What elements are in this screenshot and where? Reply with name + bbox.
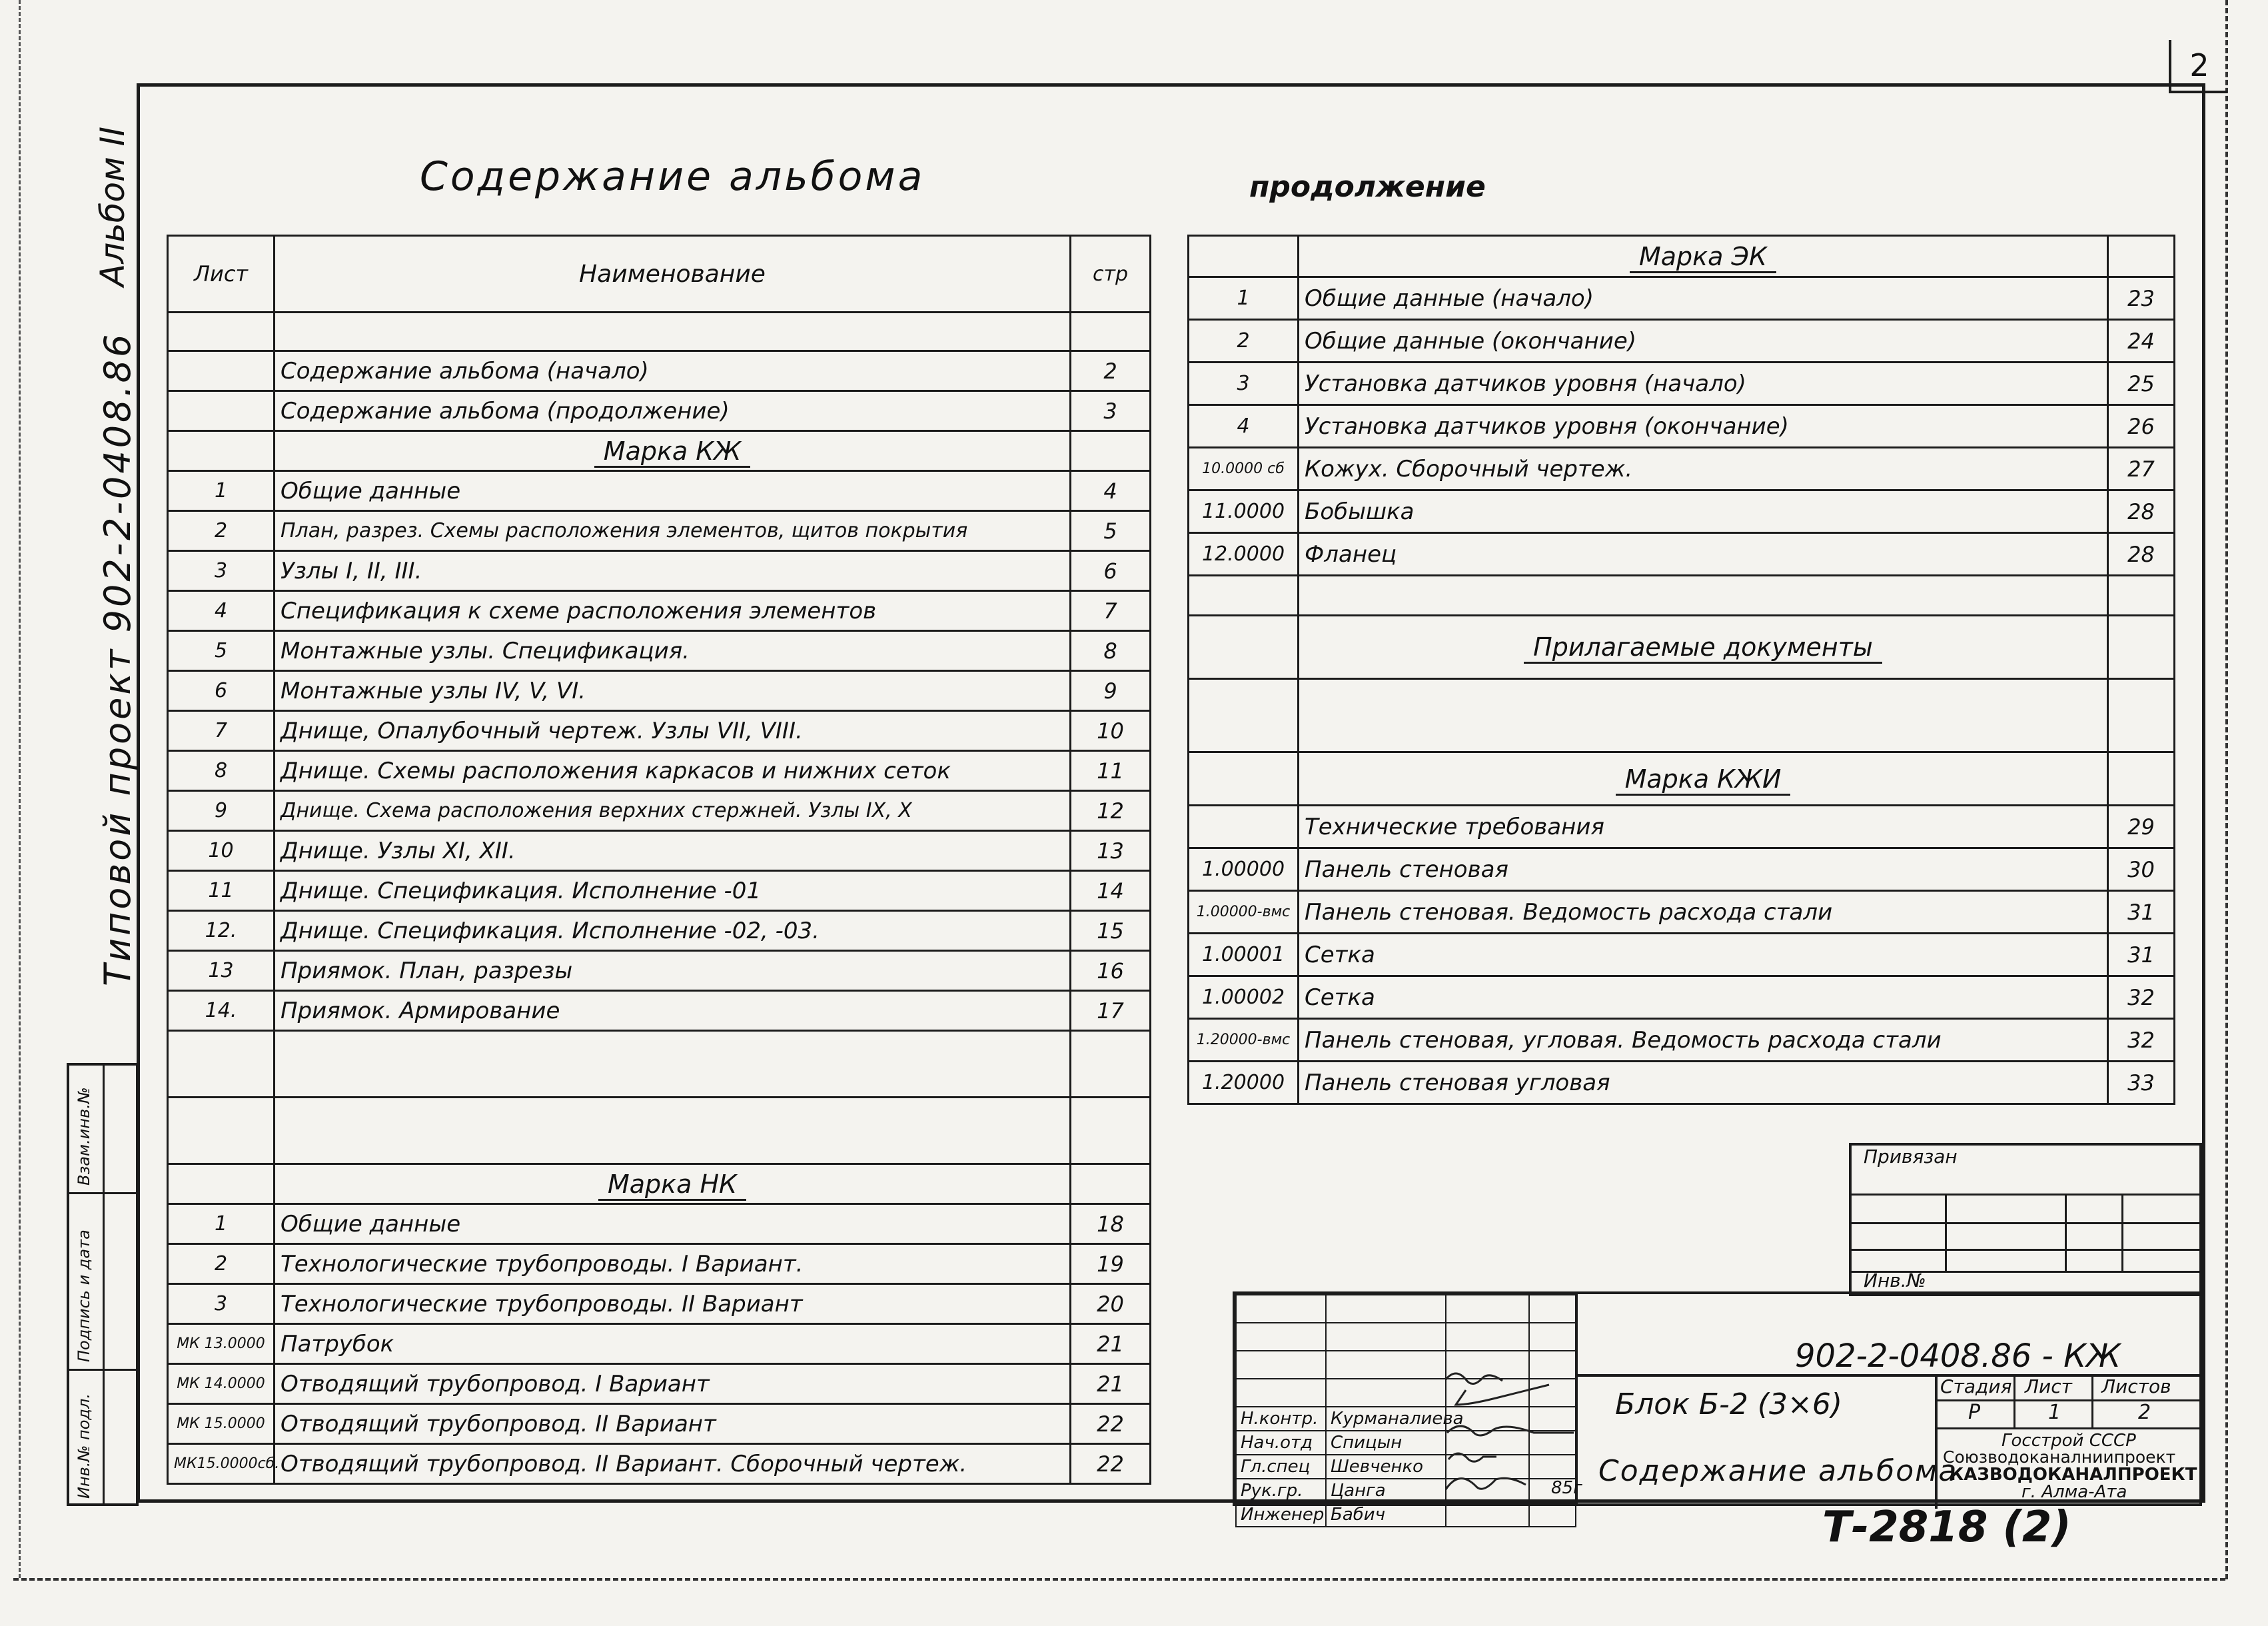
page-number-cell: 28 xyxy=(2108,490,2175,533)
table-row xyxy=(168,1098,1151,1164)
item-name: Содержание альбома (начало) xyxy=(275,351,1071,391)
page-number-cell: 31 xyxy=(2108,891,2175,934)
page-number-cell: 21 xyxy=(1071,1364,1151,1404)
table-row xyxy=(1189,934,2175,976)
blank-cell xyxy=(1236,1323,1326,1351)
blank-cell xyxy=(1299,576,2108,616)
page-number-cell: 9 xyxy=(1071,671,1151,711)
blank-cell xyxy=(168,313,275,351)
blank-cell xyxy=(2108,616,2175,679)
page-number-cell: 16 xyxy=(1071,951,1151,991)
sheet-number: 4 xyxy=(1189,405,1299,448)
blank-cell xyxy=(1189,679,1299,752)
table-row xyxy=(1189,1019,2175,1062)
section-heading-text: Марка ЭК xyxy=(1630,242,1776,273)
title-block xyxy=(1233,1291,2202,1525)
table-row xyxy=(168,351,1151,391)
inv-label: Инв.№ xyxy=(1864,1269,1926,1291)
section-heading xyxy=(275,1164,1071,1204)
sheet-number: 10 xyxy=(168,831,275,871)
blank-cell xyxy=(1326,1379,1446,1407)
table-row xyxy=(1189,616,2175,679)
item-name: Технологические трубопроводы. I Вариант. xyxy=(275,1244,1071,1284)
sheet-number: 3 xyxy=(168,551,275,591)
page-number-cell: 26 xyxy=(2108,405,2175,448)
sheet-number: 2 xyxy=(168,1244,275,1284)
staff-role: Инженер xyxy=(1236,1503,1326,1527)
header-page: стр xyxy=(1071,236,1151,313)
page-number-cell: 29 xyxy=(2108,806,2175,848)
sheet-number: 1.20000 xyxy=(1189,1062,1299,1104)
project-code: 902-2-0408.86 - КЖ xyxy=(1795,1337,2121,1375)
blank-cell xyxy=(1299,679,2108,752)
table-row xyxy=(168,431,1151,471)
page-number: 2 xyxy=(2169,40,2227,93)
table-row xyxy=(1189,405,2175,448)
item-name: Панель стеновая xyxy=(1299,848,2108,891)
blank-cell xyxy=(1189,616,1299,679)
staff-signature xyxy=(1446,1503,1529,1527)
blank-cell xyxy=(1189,752,1299,806)
org-line-1: Госстрой СССР xyxy=(2001,1431,2136,1451)
table-row xyxy=(168,871,1151,911)
blank-cell xyxy=(1189,236,1299,277)
table-row xyxy=(1189,976,2175,1019)
table-row xyxy=(1189,679,2175,752)
page-number-cell: 27 xyxy=(2108,448,2175,490)
blank-cell xyxy=(1071,1164,1151,1204)
table-row xyxy=(1189,576,2175,616)
side-stamp xyxy=(67,1063,139,1506)
contents-title: Содержание альбома xyxy=(420,153,925,200)
table-row xyxy=(1189,533,2175,576)
blank-cell xyxy=(275,1031,1071,1098)
blank-cell xyxy=(1071,1098,1151,1164)
table-row xyxy=(168,1444,1151,1484)
sheet-number xyxy=(168,351,275,391)
table-row xyxy=(1189,490,2175,533)
staff-role: Рук.гр. xyxy=(1236,1479,1326,1503)
blank-cell xyxy=(275,1098,1071,1164)
block-name: Блок Б-2 (3×6) xyxy=(1615,1387,1843,1421)
right-cut-line xyxy=(2225,0,2228,1579)
sheet-number: 5 xyxy=(168,631,275,671)
sheet-number: 12. xyxy=(168,911,275,951)
section-heading-text: Марка НК xyxy=(598,1170,746,1201)
blank-cell xyxy=(1529,1295,1576,1323)
bottom-cut-line xyxy=(13,1578,2225,1581)
section-heading-text: Марка КЖ xyxy=(594,436,750,468)
page-number-cell: 14 xyxy=(1071,871,1151,911)
sheet-number xyxy=(168,391,275,431)
section-heading xyxy=(1299,616,2108,679)
stamp-sign-label: Подпись и дата xyxy=(75,1229,93,1362)
stage-value: Р xyxy=(1968,1401,1981,1424)
table-row xyxy=(168,911,1151,951)
table-row xyxy=(168,511,1151,551)
item-name: Сетка xyxy=(1299,976,2108,1019)
page-number-cell: 30 xyxy=(2108,848,2175,891)
header-sheet: Лист xyxy=(168,236,275,313)
table-row xyxy=(168,591,1151,631)
sheet-number: 11.0000 xyxy=(1189,490,1299,533)
table-header-row xyxy=(168,236,1151,313)
table-row xyxy=(168,551,1151,591)
page-number-cell: 2 xyxy=(1071,351,1151,391)
page-number-cell: 31 xyxy=(2108,934,2175,976)
page-number-cell: 32 xyxy=(2108,976,2175,1019)
item-name: Панель стеновая угловая xyxy=(1299,1062,2108,1104)
table-row xyxy=(168,313,1151,351)
sheet-number: 6 xyxy=(168,671,275,711)
stamp-inv-label: Инв.№ подл. xyxy=(75,1393,93,1499)
sheet-number: 4 xyxy=(168,591,275,631)
item-name: Монтажные узлы IV, V, VI. xyxy=(275,671,1071,711)
table-row xyxy=(168,471,1151,511)
staff-name: Шевченко xyxy=(1326,1455,1446,1479)
page-number-cell: 18 xyxy=(1071,1204,1151,1244)
item-name: Технологические трубопроводы. II Вариант xyxy=(275,1284,1071,1324)
item-name: Монтажные узлы. Спецификация. xyxy=(275,631,1071,671)
blank-cell xyxy=(2108,576,2175,616)
page-number-cell: 15 xyxy=(1071,911,1151,951)
blank-cell xyxy=(1236,1295,1326,1323)
item-name: Приямок. Армирование xyxy=(275,991,1071,1031)
sheet-number: МК 14.0000 xyxy=(168,1364,275,1404)
table-row xyxy=(1189,891,2175,934)
blank-cell xyxy=(2108,752,2175,806)
sheet-number: 3 xyxy=(168,1284,275,1324)
item-name: Бобышка xyxy=(1299,490,2108,533)
blank-cell xyxy=(1189,576,1299,616)
item-name: Кожух. Сборочный чертеж. xyxy=(1299,448,2108,490)
sheet-number: 10.0000 сб xyxy=(1189,448,1299,490)
staff-role: Нач.отд xyxy=(1236,1431,1326,1455)
org-line-2: Союзводоканалниипроект xyxy=(1943,1447,2176,1467)
sheet-number: 1 xyxy=(1189,277,1299,320)
table-row xyxy=(168,631,1151,671)
sheet-number: 1.20000-вмс xyxy=(1189,1019,1299,1062)
page-number-cell: 4 xyxy=(1071,471,1151,511)
sheet-number: 7 xyxy=(168,711,275,751)
table-row xyxy=(1189,806,2175,848)
continuation-title: продолжение xyxy=(1249,170,1486,204)
table-row xyxy=(1189,277,2175,320)
section-heading xyxy=(1299,752,2108,806)
sheet-number: 1.00002 xyxy=(1189,976,1299,1019)
sheet-number: 1 xyxy=(168,471,275,511)
page-number-cell: 12 xyxy=(1071,791,1151,831)
sheet-number: 3 xyxy=(1189,363,1299,405)
album-label: Альбом II xyxy=(93,126,132,287)
item-name: Установка датчиков уровня (начало) xyxy=(1299,363,2108,405)
staff-blank-row xyxy=(1236,1323,1576,1351)
blank-cell xyxy=(1326,1295,1446,1323)
blank-cell xyxy=(1071,313,1151,351)
table-row xyxy=(168,951,1151,991)
blank-cell xyxy=(1446,1323,1529,1351)
table-row xyxy=(168,1244,1151,1284)
page-number-cell: 21 xyxy=(1071,1324,1151,1364)
staff-date-cell xyxy=(1529,1503,1576,1527)
sheet-title: Содержание альбома xyxy=(1598,1454,1958,1488)
contents-table-right xyxy=(1187,235,2175,1105)
sheet-number: 12.0000 xyxy=(1189,533,1299,576)
page-number-cell: 13 xyxy=(1071,831,1151,871)
table-row xyxy=(1189,1062,2175,1104)
page-number-cell: 22 xyxy=(1071,1444,1151,1484)
page-number-cell: 17 xyxy=(1071,991,1151,1031)
item-name: Общие данные xyxy=(275,471,1071,511)
page-number-cell: 3 xyxy=(1071,391,1151,431)
page-number-cell: 33 xyxy=(2108,1062,2175,1104)
table-row xyxy=(168,391,1151,431)
staff-name: Бабич xyxy=(1326,1503,1446,1527)
table-row xyxy=(168,1164,1151,1204)
org-line-3: КАЗВОДОКАНАЛПРОЕКТ xyxy=(1950,1465,2197,1485)
sheet-number: 9 xyxy=(168,791,275,831)
item-name: Днище. Схема расположения верхних стержней. Узлы IX, X xyxy=(275,791,1071,831)
blank-cell xyxy=(168,1031,275,1098)
page-number-cell: 22 xyxy=(1071,1404,1151,1444)
sheet-number: 1.00000 xyxy=(1189,848,1299,891)
item-name: Содержание альбома (продолжение) xyxy=(275,391,1071,431)
archive-number: Т-2818 (2) xyxy=(1822,1503,2071,1552)
sheets-value: 2 xyxy=(2138,1401,2151,1424)
page-number-cell: 10 xyxy=(1071,711,1151,751)
section-heading xyxy=(1299,236,2108,277)
staff-role: Н.контр. xyxy=(1236,1407,1326,1431)
table-row xyxy=(1189,320,2175,363)
item-name: Установка датчиков уровня (окончание) xyxy=(1299,405,2108,448)
blank-cell xyxy=(168,431,275,471)
blank-cell xyxy=(1236,1379,1326,1407)
section-heading xyxy=(275,431,1071,471)
table-row xyxy=(1189,363,2175,405)
page-number-cell: 7 xyxy=(1071,591,1151,631)
staff-date: 85г xyxy=(1551,1478,1582,1498)
page-number-cell: 23 xyxy=(2108,277,2175,320)
sheet-number: 13 xyxy=(168,951,275,991)
blank-cell xyxy=(1529,1323,1576,1351)
blank-cell xyxy=(168,1164,275,1204)
sheet-number: 2 xyxy=(168,511,275,551)
page-number-cell: 25 xyxy=(2108,363,2175,405)
page-number-cell: 11 xyxy=(1071,751,1151,791)
staff-name: Курманалиева xyxy=(1326,1407,1446,1431)
item-name: Отводящий трубопровод. II Вариант xyxy=(275,1404,1071,1444)
stage-header: Стадия xyxy=(1940,1375,2012,1397)
table-row xyxy=(168,1324,1151,1364)
header-name: Наименование xyxy=(275,236,1071,313)
contents-table-left xyxy=(167,235,1151,1485)
table-row xyxy=(168,671,1151,711)
page-number-cell: 24 xyxy=(2108,320,2175,363)
blank-cell xyxy=(168,1098,275,1164)
item-name: Днище, Опалубочный чертеж. Узлы VII, VIII. xyxy=(275,711,1071,751)
sheet-number: 8 xyxy=(168,751,275,791)
sheet-number xyxy=(1189,806,1299,848)
page-number-cell: 5 xyxy=(1071,511,1151,551)
item-name: Общие данные xyxy=(275,1204,1071,1244)
table-row xyxy=(168,791,1151,831)
item-name: Днище. Узлы XI, XII. xyxy=(275,831,1071,871)
table-row xyxy=(168,991,1151,1031)
item-name: Общие данные (окончание) xyxy=(1299,320,2108,363)
blank-cell xyxy=(1071,431,1151,471)
left-cut-line xyxy=(19,0,21,1578)
stamp-replace-label: Взам.инв.№ xyxy=(75,1087,93,1186)
item-name: Технические требования xyxy=(1299,806,2108,848)
table-row xyxy=(168,1284,1151,1324)
blank-cell xyxy=(275,313,1071,351)
staff-name: Спицын xyxy=(1326,1431,1446,1455)
table-row xyxy=(1189,448,2175,490)
table-row xyxy=(168,711,1151,751)
sheet-number: 11 xyxy=(168,871,275,911)
page-number-cell: 20 xyxy=(1071,1284,1151,1324)
item-name: Отводящий трубопровод. I Вариант xyxy=(275,1364,1071,1404)
project-label: Типовой проект 902-2-0408.86 xyxy=(97,331,139,986)
blank-cell xyxy=(2108,679,2175,752)
sheet-value: 1 xyxy=(2048,1401,2061,1424)
staff-row xyxy=(1236,1503,1576,1527)
item-name: Отводящий трубопровод. II Вариант. Сборочный чертеж. xyxy=(275,1444,1071,1484)
staff-role: Гл.спец xyxy=(1236,1455,1326,1479)
item-name: Спецификация к схеме расположения элементов xyxy=(275,591,1071,631)
sheet-number: МК15.0000сб. xyxy=(168,1444,275,1484)
blank-cell xyxy=(1326,1351,1446,1379)
table-row xyxy=(168,751,1151,791)
sheet-number: 1 xyxy=(168,1204,275,1244)
blank-cell xyxy=(1446,1295,1529,1323)
item-name: Общие данные (начало) xyxy=(1299,277,2108,320)
item-name: Приямок. План, разрезы xyxy=(275,951,1071,991)
page-number-cell: 28 xyxy=(2108,533,2175,576)
sheet-number: 1.00001 xyxy=(1189,934,1299,976)
table-row xyxy=(1189,848,2175,891)
table-row xyxy=(168,831,1151,871)
binding-block xyxy=(1849,1143,2202,1296)
sheet-header: Лист xyxy=(2025,1375,2072,1397)
blank-cell xyxy=(1236,1351,1326,1379)
table-row xyxy=(1189,236,2175,277)
table-row xyxy=(168,1364,1151,1404)
item-name: Днище. Спецификация. Исполнение -01 xyxy=(275,871,1071,911)
item-name: Патрубок xyxy=(275,1324,1071,1364)
staff-blank-row xyxy=(1236,1295,1576,1323)
org-line-4: г. Алма-Ата xyxy=(2021,1482,2127,1502)
page-number-cell: 8 xyxy=(1071,631,1151,671)
sheet-number: МК 15.0000 xyxy=(168,1404,275,1444)
page-number-cell: 32 xyxy=(2108,1019,2175,1062)
item-name: План, разрез. Схемы расположения элементов, щитов покрытия xyxy=(275,511,1071,551)
sheet-number: 2 xyxy=(1189,320,1299,363)
staff-name: Цанга xyxy=(1326,1479,1446,1503)
table-row xyxy=(168,1204,1151,1244)
item-name: Днище. Схемы расположения каркасов и нижних сеток xyxy=(275,751,1071,791)
item-name: Панель стеновая. Ведомость расхода стали xyxy=(1299,891,2108,934)
table-row xyxy=(168,1404,1151,1444)
section-heading-text: Прилагаемые документы xyxy=(1524,632,1882,664)
item-name: Днище. Спецификация. Исполнение -02, -03. xyxy=(275,911,1071,951)
page-number-cell: 19 xyxy=(1071,1244,1151,1284)
section-heading-text: Марка КЖИ xyxy=(1616,764,1791,796)
table-row xyxy=(1189,752,2175,806)
item-name: Сетка xyxy=(1299,934,2108,976)
item-name: Узлы I, II, III. xyxy=(275,551,1071,591)
item-name: Панель стеновая, угловая. Ведомость расхода стали xyxy=(1299,1019,2108,1062)
sheet-number: 1.00000-вмс xyxy=(1189,891,1299,934)
binding-label: Привязан xyxy=(1864,1146,1958,1168)
blank-cell xyxy=(1326,1323,1446,1351)
table-row xyxy=(168,1031,1151,1098)
item-name: Фланец xyxy=(1299,533,2108,576)
page-number-cell: 6 xyxy=(1071,551,1151,591)
sheet-number: МК 13.0000 xyxy=(168,1324,275,1364)
sheet-number: 14. xyxy=(168,991,275,1031)
sheets-header: Листов xyxy=(2101,1375,2171,1397)
blank-cell xyxy=(1071,1031,1151,1098)
blank-cell xyxy=(2108,236,2175,277)
